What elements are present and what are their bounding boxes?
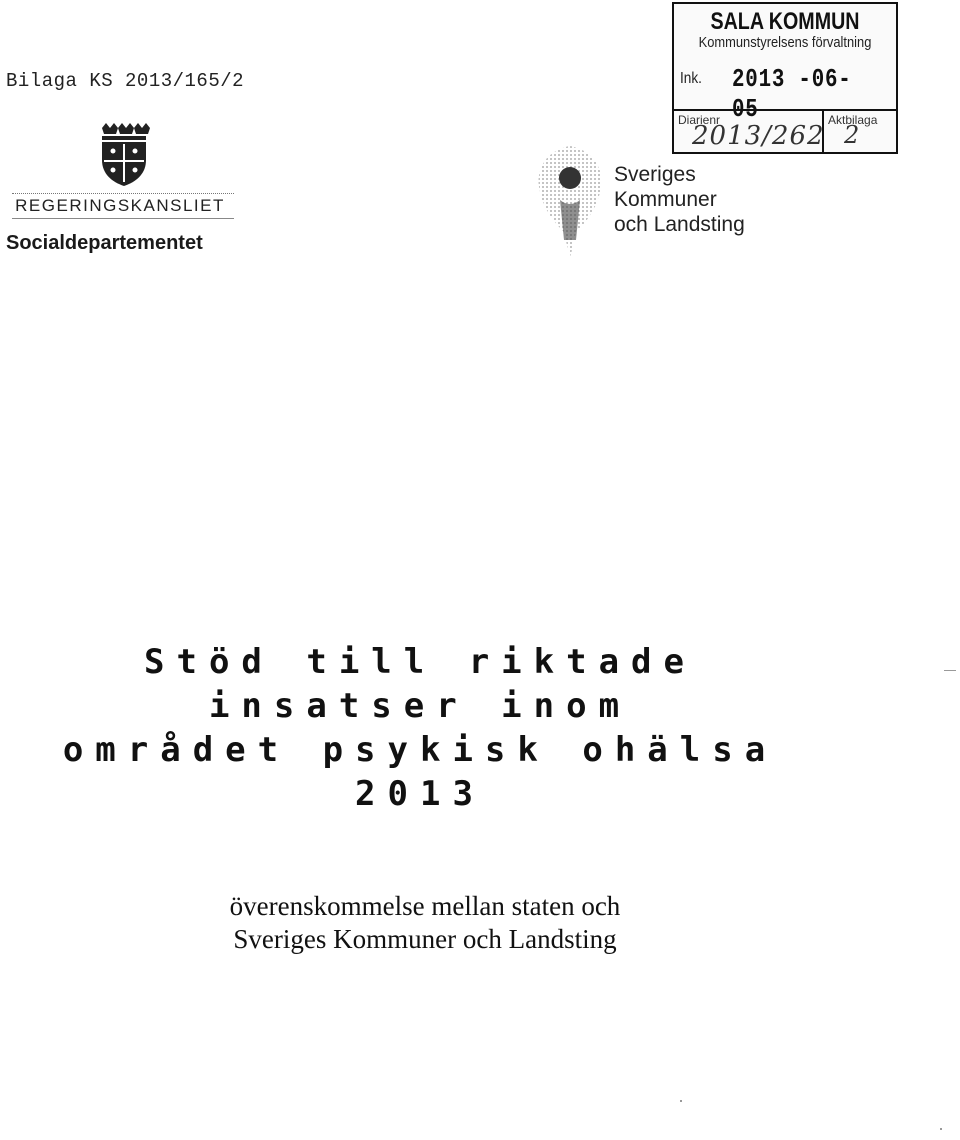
stamp-diary-label: Diarienr <box>678 113 721 127</box>
subtitle-line-1: överenskommelse mellan staten och <box>229 891 621 921</box>
skl-line-3: och Landsting <box>614 213 745 236</box>
skl-logo-icon <box>530 142 610 262</box>
stamp-municipality: SALA KOMMUN <box>710 8 860 35</box>
title-line-3: området psykisk ohälsa <box>62 730 778 770</box>
coat-of-arms-icon <box>88 120 160 192</box>
stamp-cells <box>674 111 896 152</box>
skl-line-2: Kommuner <box>614 188 717 211</box>
attachment-reference: Bilaga KS 2013/165/2 <box>6 70 245 92</box>
stamp-received-date: 2013 -06- 05 <box>732 64 852 124</box>
divider <box>12 218 234 219</box>
document-title <box>0 640 840 816</box>
stamp-received-label: Ink. <box>680 70 702 87</box>
skl-name <box>614 162 745 237</box>
stamp-attachment-cell <box>824 111 896 152</box>
stamp-office: Kommunstyrelsens förvaltning <box>698 34 872 51</box>
government-name: REGERINGSKANSLIET <box>15 196 225 215</box>
scan-speck <box>940 1128 942 1130</box>
title-line-1: Stöd till riktade <box>144 642 696 682</box>
stamp-attachment-number: 2 <box>844 121 860 149</box>
department-name: Socialdepartementet <box>6 232 203 254</box>
stamp-diary-number: 2013/262 <box>692 121 825 151</box>
scan-speck <box>944 670 956 671</box>
subtitle-line-2: Sveriges Kommuner och Landsting <box>233 924 617 954</box>
title-line-2: insatser inom <box>208 686 632 726</box>
title-line-4: 2013 <box>355 774 485 814</box>
skl-line-1: Sveriges <box>614 163 696 186</box>
stamp-attachment-label: Aktbilaga <box>828 113 878 127</box>
stamp-diary-cell <box>674 111 824 152</box>
divider <box>12 193 234 194</box>
received-stamp <box>672 2 898 154</box>
document-subtitle <box>0 890 850 956</box>
scan-speck <box>680 1100 682 1102</box>
